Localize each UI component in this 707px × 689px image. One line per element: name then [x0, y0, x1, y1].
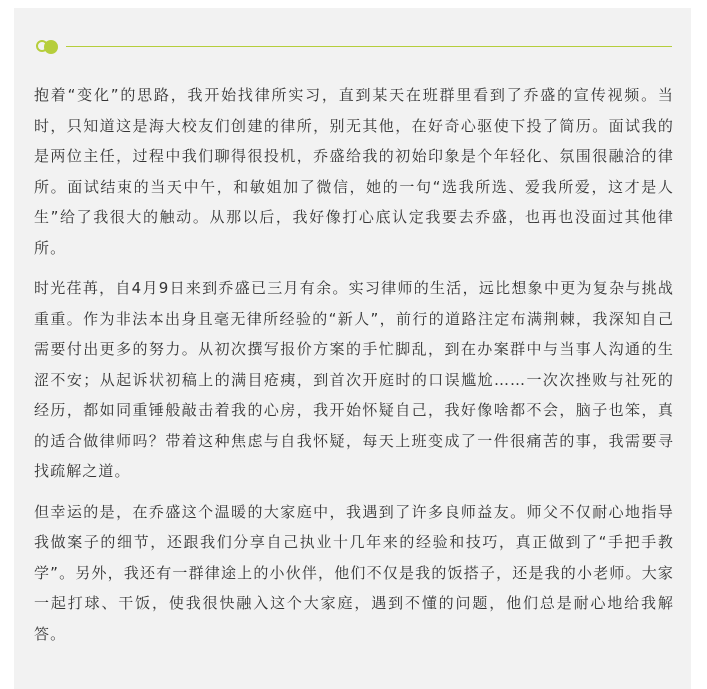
paragraph-1: 抱着“变化”的思路，我开始找律所实习，直到某天在班群里看到了乔盛的宣传视频。当时，只知道这是海大校友们创建的律所，别无其他，在好奇心驱使下投了简历。面试我的是两位主任，过程中我们聊得很投机，乔盛给我的初始印象是个年轻化、氛围很融洽的律所。面试结束的当天中午，和敏姐加了微信，她的一句“选我所选、爱我所爱，这才是人生”给了我很大的触动。从那以后，我好像打心底认定我要去乔盛，也再也没面过其他律所。	[34, 86, 674, 257]
article-body	[34, 80, 674, 659]
divider-line	[66, 46, 672, 47]
article-card	[14, 8, 691, 689]
section-divider	[36, 40, 672, 56]
paragraph-3: 但幸运的是，在乔盛这个温暖的大家庭中，我遇到了许多良师益友。师父不仅耐心地指导我做案子的细节，还跟我们分享自己执业十几年来的经验和技巧，真正做到了“手把手教学”。另外，我还有一群律途上的小伙伴，他们不仅是我的饭搭子，还是我的小老师。大家一起打球、干饭，使我很快融入这个大家庭，遇到不懂的问题，他们总是耐心地给我解答。	[34, 502, 674, 643]
divider-dot-icon	[44, 40, 58, 54]
paragraph-2: 时光荏苒，自4月9日来到乔盛已三月有余。实习律师的生活，远比想象中更为复杂与挑战重重。作为非法本出身且毫无律所经验的“新人”，前行的道路注定布满荆棘，我深知自己需要付出更多的努力。从初次撰写报价方案的手忙脚乱，到在办案群中与当事人沟通的生涩不安；从起诉状初稿上的满目疮痍，到首次开庭时的口误尴尬……一次次挫败与社死的经历，都如同重锤般敲击着我的心房，我开始怀疑自己，我好像啥都不会，脑子也笨，真的适合做律师吗？带着这种焦虑与自我怀疑，每天上班变成了一件很痛苦的事，我需要寻找疏解之道。	[34, 279, 674, 480]
